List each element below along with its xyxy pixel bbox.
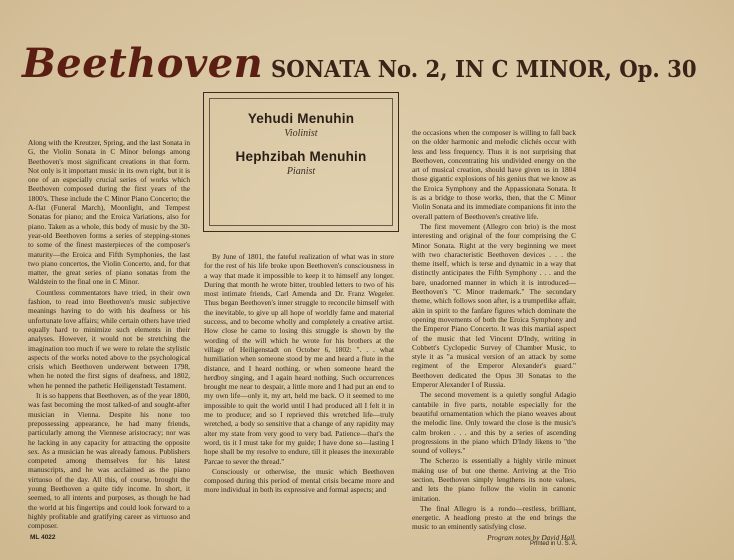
notes-signoff: Program notes by David Hall. — [487, 532, 576, 542]
printed-in-notice: Printed in U. S. A. — [530, 541, 578, 547]
notes-column-3 — [412, 128, 576, 542]
notes-paragraph: Along with the Kreutzer, Spring, and the last Sonata in G, the Violin Sonata in C Minor belongs among Beethoven's most significant creations in that form. Not only is it important music in its own right, but it is one of an especially crucial series of works which Beethoven composed during the first years of the 1800's. These include the C Minor Piano Concerto; the A-flat (Funeral March), Moonlight, and Tempest Sonatas for piano; and the Eroica Variations, also for piano. Taken as a whole, this body of music by the 30-year-old Beethoven forms a series of stepping-stones to some of the finest masterpieces of the composer's maturity—the Eroica and Fifth Symphonies, the last two piano concertos, the Violin Concerto, and, for that matter, the great series of piano sonatas from the Waldstein to the final one in C Minor. — [28, 138, 190, 287]
notes-paragraph: The first movement (Allegro con brio) is the most interesting and original of the four comprising the C Minor Sonata. Right at the very beginning we meet with two characteristic Beethoven devices . . . the theme itself, which is terse and dynamic in a way that distinctly anticipates the Fifth Symphony . . . and the bare, unadorned manner in which it is introduced—Beethoven's "C Minor trademark." The secondary theme, which follows soon after, is a trumpetlike affair, akin in spirit to the fanfare figures which dominate the opening movements of both the Eroica Symphony and the Emperor Piano Concerto. It was this martial aspect of the music that led Vincent D'Indy, writing in Cobbett's Cyclopedic Survey of Chamber Music, to style it as "a musical version of an attack by some regiment of the Emperor Alexander's guard." Beethoven dedicated the Opus 30 Sonatas to the Emperor Alexander I of Russia. — [412, 221, 576, 390]
performer-violinist — [210, 111, 392, 139]
performer-name: Yehudi Menuhin — [247, 111, 355, 126]
performer-role: Pianist — [286, 166, 316, 177]
notes-paragraph: Countless commentators have tried, in their own fashion, to read into Beethoven's music subjective meanings having to do with his deafness or his unfortunate love affairs; while certain others have tried equally hard to minimize such elements in their analyses. However, it would not be stretching the imagination too much if we were to relate the stylistic aspects of the works noted above to the psychological crisis which Beethoven underwent between 1798, when he noted the first signs of deafness, and 1802, when he penned the pathetic Heiligenstadt Testament. — [28, 287, 190, 390]
album-title — [22, 40, 697, 88]
performer-credits-box — [203, 92, 399, 232]
notes-paragraph: The Scherzo is essentially a highly virile minuet making use of but one theme. Arriving at the Trio section, Beethoven simply lengthens its note values, and lets the piano follow the violin in canonic imitation. — [412, 456, 576, 503]
notes-column-1 — [28, 138, 190, 530]
catalog-number: ML 4022 — [30, 534, 56, 541]
performer-role: Violinist — [284, 128, 318, 139]
notes-paragraph: the occasions when the composer is willing to fall back on the older harmonic and melodic clichés occur with less and less frequency. Thus it is not surprising that Beethoven, concentrating his undivided energy on the art of musical creation, should have given us in 1804 those gigantic explosions of his genius that we know as the Eroica Symphony and the Appassionata Sonata. It is as a bridge to those works, then, that the C Minor Violin Sonata and its immediate companions fit into the overall pattern of Beethoven's creative life. — [412, 128, 576, 221]
notes-paragraph: By June of 1801, the fateful realization of what was in store for the rest of his life broke upon Beethoven's consciousness in a way that made it impossible to keep it to himself any longer. During that month he wrote bitter, troubled letters to two of his most intimate friends, Carl Amenda and Dr. Franz Wegeler. Thus began Beethoven's inner struggle to reconcile himself with the inevitable, to give up all hope of worldly fame and material success, and to become wholly and completely a creative artist. How close he came to losing this struggle is shown by the wording of the will which he wrote for his brothers at the village of Heiligenstadt on October 6, 1802: ". . . what humiliation when someone stood by me and heard a flute in the distance, and I heard nothing, or when someone heard the herdboy singing, and I again heard nothing. Such occurrences brought me near to despair, a little more and I had put an end to my own life—only it, my art, held me back. O it seemed to me impossible to quit the world until I had produced all I felt it in me to produce; and so I reprieved this wretched life—truly wretched, a body so sensitive that a change of any rapidity may alter my state from very good to very bad. Patience—that's the word, tis it I must take for my guide; I have done so—lasting I hope shall be my resolve to endure, till it pleases the inexorable Parcae to sever the thread." — [204, 252, 394, 466]
composer-name: Beethoven — [22, 40, 264, 87]
work-title: SONATA No. 2, IN C MINOR, Op. 30 — [271, 56, 697, 83]
performer-name: Hephzibah Menuhin — [235, 149, 367, 164]
notes-paragraph: Consciously or otherwise, the music which Beethoven composed during this period of mental crisis became more and more individual in both its expressive and formal aspects; and — [204, 466, 394, 495]
notes-paragraph: The second movement is a quietly songful Adagio cantabile in five parts, notable especially for the beautiful ornamentation which the piano weaves about the melodic line. Only toward the close is the music's calm broken . . . and this by a series of ascending progressions in the piano which D'Indy likens to "the sound of volleys." — [412, 390, 576, 456]
credits-inner-frame — [209, 98, 393, 226]
performer-pianist — [210, 149, 392, 177]
notes-paragraph: The final Allegro is a rondo—restless, brilliant, energetic. A headlong presto at the end brings the music to an eminently satisfying close. — [412, 503, 576, 532]
notes-paragraph: It is so happens that Beethoven, as of the year 1800, was fast becoming the most talked-of and sought-after musician in Vienna. Despite his none too prepossessing appearance, he had many friends, particularly among the Viennese aristocracy; nor was he lacking in any capacity for attracting the opposite sex. As a musician he was already famous. Publishers competed among themselves for his latest manuscripts, and he was acclaimed as the piano virtuoso of the day. All this, of course, brought the young Beethoven a quite tidy income. In short, it seemed, to all intents and purposes, as though he had the world at his fingertips and could look forward to a highly profitable and gratifying career as virtuoso and composer. — [28, 391, 190, 531]
notes-column-2 — [204, 252, 394, 495]
